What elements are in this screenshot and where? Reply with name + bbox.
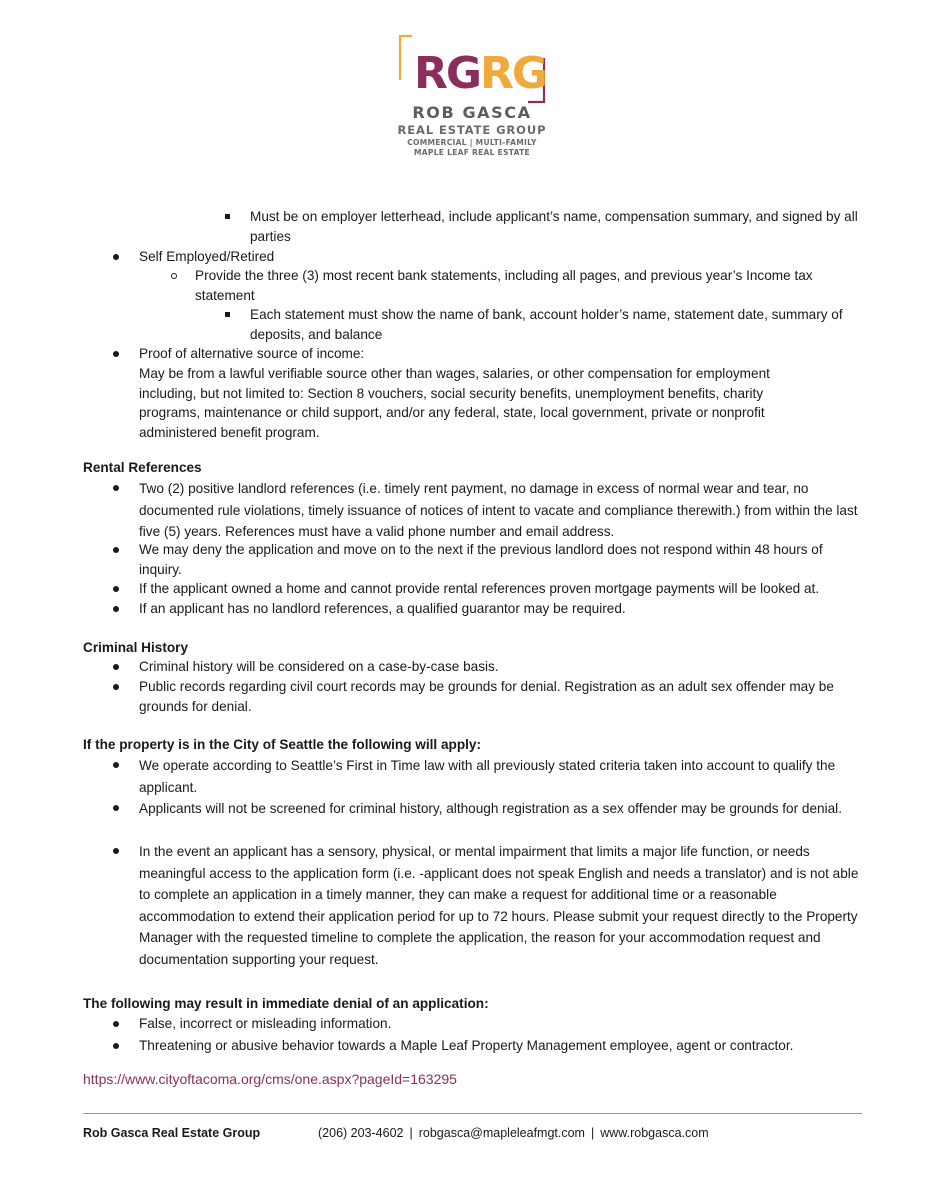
bullet-icon — [113, 254, 119, 260]
company-logo — [396, 34, 548, 162]
list-item: Criminal history will be considered on a case-by-case basis. — [139, 659, 499, 674]
logo-tagline-2: MAPLE LEAF REAL ESTATE — [414, 148, 530, 157]
bullet-icon — [113, 684, 119, 690]
list-item: Two (2) positive landlord references (i.e. timely rent payment, no damage in excess of normal wear and tear, no documented rule violations, timely issuance of notices of intent to vacate and compliance therewith.) from within the last five (5) years. References must have a valid phone number and email address. — [139, 481, 858, 539]
bullet-icon — [113, 586, 119, 592]
section-heading-rental: Rental References — [83, 460, 202, 475]
logo-tagline: COMMERCIAL | MULTI-FAMILY — [407, 138, 537, 147]
logo-group: REAL ESTATE GROUP — [397, 123, 547, 137]
footer-company: Rob Gasca Real Estate Group — [83, 1126, 261, 1140]
list-item-body: May be from a lawful verifiable source other than wages, salaries, or other compensation for employment including, but not limited to: Section 8 vouchers, social security benefits, unemployment benefits, charity programs, maintenance or child support, and/or any federal, state, local government, private or nonprofit administered benefit program. — [139, 366, 770, 440]
list-item: If the applicant owned a home and cannot provide rental references proven mortgage payments will be looked at. — [139, 581, 820, 596]
tacoma-reference-link[interactable]: https://www.cityoftacoma.org/cms/one.aspx?pageId=163295 — [83, 1071, 457, 1087]
list-item: Provide the three (3) most recent bank statements, including all pages, and previous year’s Income tax statement — [195, 268, 813, 303]
footer-website[interactable]: www.robgasca.com — [600, 1126, 709, 1140]
svg-text:RGRG: RGRG — [414, 48, 546, 99]
section-heading-seattle: If the property is in the City of Seattle the following will apply: — [83, 737, 482, 752]
list-item: Public records regarding civil court records may be grounds for denial. Registration as an adult sex offender may be grounds for denial. — [139, 679, 834, 714]
section-heading-criminal: Criminal History — [83, 640, 188, 655]
bullet-icon — [113, 762, 119, 768]
rgrg-logo-mark — [396, 34, 548, 104]
footer-contact — [318, 1126, 709, 1140]
bullet-icon — [113, 805, 119, 811]
circle-bullet-icon — [171, 273, 177, 279]
list-item: If an applicant has no landlord references, a qualified guarantor may be required. — [139, 601, 626, 616]
list-item: Threatening or abusive behavior towards a Maple Leaf Property Management employee, agent or contractor. — [139, 1038, 794, 1053]
bullet-icon — [113, 1043, 119, 1049]
list-item: Each statement must show the name of bank, account holder’s name, statement date, summary of deposits, and balance — [250, 307, 843, 342]
footer-separator: | — [409, 1126, 413, 1140]
list-item: Proof of alternative source of income: — [139, 346, 365, 361]
list-item: In the event an applicant has a sensory, physical, or mental impairment that limits a major life function, or needs meaningful access to the application form (i.e. -applicant does not speak English and needs a translator) and is not able to complete an application in a timely manner, they can make a request for additional time or a reasonable accommodation to extend their application period for up to 72 hours. Please submit your request directly to the Property Manager with the requested timeline to complete the application, the reason for your accommodation request and documentation supporting your request. — [139, 844, 859, 967]
section-heading-denial: The following may result in immediate denial of an application: — [83, 996, 489, 1011]
list-item: Applicants will not be screened for criminal history, although registration as a sex offender may be grounds for denial. — [139, 801, 842, 816]
footer-divider — [83, 1113, 862, 1114]
bullet-icon — [113, 547, 119, 553]
list-item: We operate according to Seattle’s First in Time law with all previously stated criteria taken into account to qualify the applicant. — [139, 758, 836, 795]
footer-email[interactable]: robgasca@mapleleafmgt.com — [418, 1126, 585, 1140]
bullet-icon — [113, 1021, 119, 1027]
list-item: Must be on employer letterhead, include applicant’s name, compensation summary, and signed by all parties — [250, 209, 858, 244]
list-item: False, incorrect or misleading information. — [139, 1016, 392, 1031]
footer-phone: (206) 203-4602 — [318, 1126, 404, 1140]
bullet-icon — [113, 606, 119, 612]
list-item: We may deny the application and move on to the next if the previous landlord does not respond within 48 hours of inquiry. — [139, 542, 823, 577]
logo-name: ROB GASCA — [412, 103, 532, 122]
bullet-icon — [113, 485, 119, 491]
square-bullet-icon — [225, 214, 230, 219]
square-bullet-icon — [225, 312, 230, 317]
bullet-icon — [113, 664, 119, 670]
footer-separator: | — [590, 1126, 595, 1140]
bullet-icon — [113, 848, 119, 854]
list-item: Self Employed/Retired — [139, 249, 275, 264]
bullet-icon — [113, 351, 119, 357]
